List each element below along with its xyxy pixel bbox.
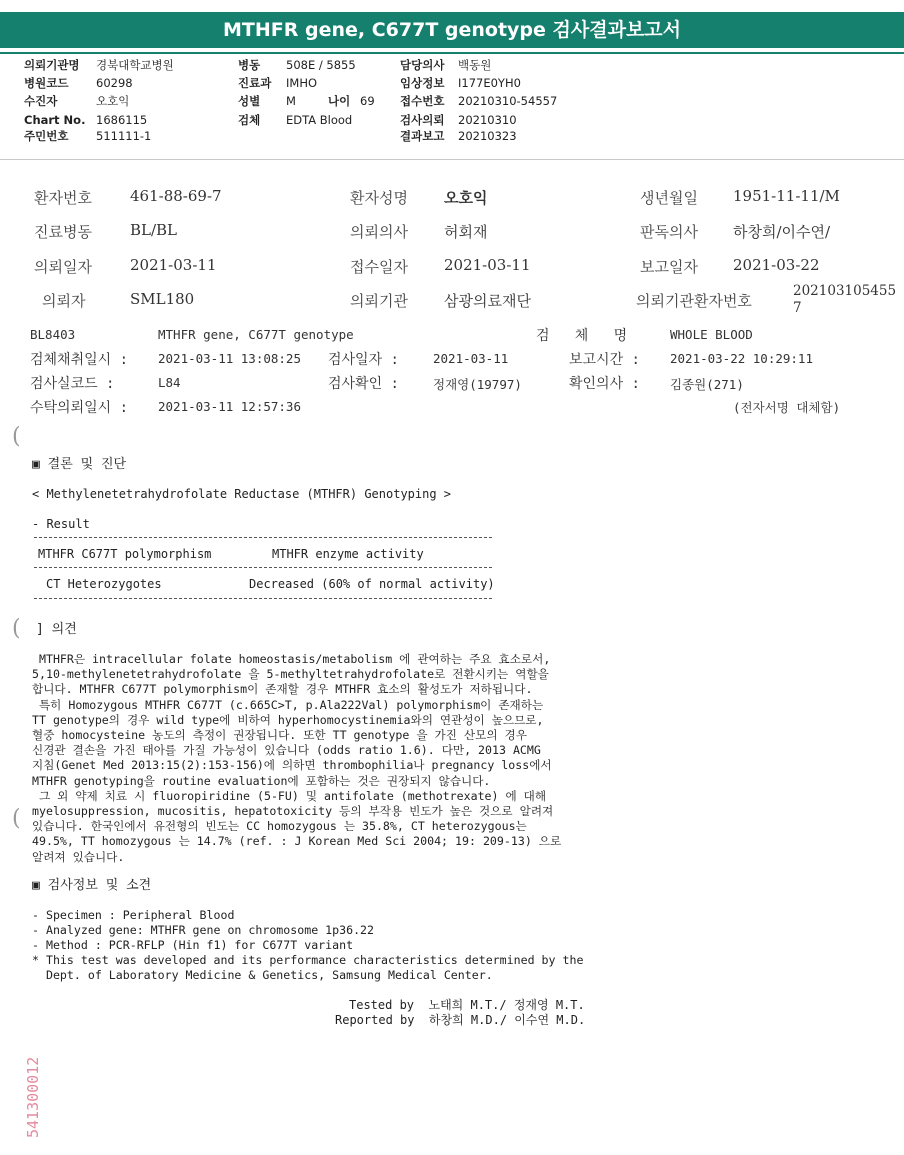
patient-value: 2021-03-22 [733, 256, 820, 274]
opinion-line: MTHFR genotyping을 routine evaluation에 포함하는 것은 권장되지 않습니다. [32, 773, 491, 788]
header-info-col1 [24, 58, 174, 144]
opinion-line: 지침(Genet Med 2013:15(2):153-156)에 의하면 thrombophilia나 pregnancy loss에서 [32, 758, 552, 773]
patient-label: 의뢰기관환자번호 [636, 292, 752, 310]
result-val-a: CT Heterozygotes [46, 577, 162, 591]
patient-label: 의뢰일자 [34, 258, 92, 276]
info-label: 접수번호 [400, 94, 445, 108]
opinion-line: 합니다. MTHFR C677T polymorphism이 존재할 경우 MTHFR 효소의 활성도가 저하됩니다. [32, 682, 533, 697]
conclusion-subtitle: < Methylenetetrahydrofolate Reductase (MTHFR) Genotyping > [32, 487, 452, 501]
testdate-value: 2021-03-11 [433, 351, 509, 366]
info-value: 1686115 [96, 113, 148, 127]
patient-value: 삼광의료재단 [444, 292, 531, 310]
referral-patient-number: 202103105455 7 [793, 283, 897, 316]
opinion-line: 알려져 있습니다. [32, 849, 125, 864]
info-value: 20210323 [458, 129, 517, 143]
patient-label: 접수일자 [350, 258, 408, 276]
confirm-value: 정재영(19797) [433, 377, 522, 392]
testinfo-line: * This test was developed and its performance characteristics determined by the [32, 953, 584, 967]
received-label: 수탁의뢰일시 : [30, 400, 129, 416]
report-time-value: 2021-03-22 10:29:11 [670, 351, 813, 366]
test-name: MTHFR gene, C677T genotype [158, 327, 354, 342]
patient-value: 허회재 [444, 223, 488, 241]
document-id-vertical [10, 1020, 50, 1140]
table-rule [34, 598, 492, 599]
opinion-line: 그 외 약제 치료 시 fluoropiridine (5-FU) 및 antifolate (methotrexate) 에 대해 [32, 788, 547, 803]
verify-value: 김종원(271) [670, 377, 744, 392]
info-label: 담당의사 [400, 58, 445, 72]
result-col-a: MTHFR C677T polymorphism [38, 547, 212, 561]
received-value: 2021-03-11 12:57:36 [158, 399, 301, 414]
patient-value: SML180 [130, 290, 195, 308]
patient-label: 환자성명 [350, 189, 408, 207]
confirm-label: 검사확인 : [328, 376, 399, 392]
info-value: IMHO [286, 76, 318, 90]
testinfo-text [32, 908, 583, 983]
patient-value: 1951-11-11/M [733, 187, 840, 205]
patient-label: 생년월일 [640, 189, 698, 207]
report-time-label: 보고시간 : [569, 352, 640, 368]
patient-value: 2021-03-11 [130, 256, 217, 274]
age-label: 나이 [328, 94, 351, 108]
patient-value: 오호익 [444, 189, 488, 207]
opinion-text [32, 652, 561, 865]
opinion-line: MTHFR은 intracellular folate homeostasis/metabolism 에 관여하는 주요 효소로서, [32, 652, 551, 666]
info-label: 주민번호 [24, 129, 69, 143]
binder-mark: ( [12, 806, 21, 831]
info-value: M [286, 94, 296, 108]
patient-label: 환자번호 [34, 189, 92, 207]
room-value: L84 [158, 375, 181, 390]
test-code: BL8403 [30, 327, 76, 342]
result-val-b: Decreased (60% of normal activity) [249, 577, 495, 591]
opinion-line: 특히 Homozygous MTHFR C677T (c.665C>T, p.Ala222Val) polymorphism이 존재하는 [32, 697, 544, 712]
info-label: 성별 [238, 94, 261, 108]
info-label: 병원코드 [24, 76, 69, 90]
patient-label: 의뢰자 [42, 292, 86, 310]
opinion-heading: ] 의견 [36, 622, 77, 637]
info-value: EDTA Blood [286, 113, 353, 127]
info-value: I177E0YH0 [458, 76, 521, 90]
binder-mark: ( [12, 424, 21, 449]
info-label: 검체 [238, 113, 261, 127]
info-label: 진료과 [238, 76, 272, 90]
info-value: 20210310-54557 [458, 94, 558, 108]
reported-by: Reported by 하창희 M.D./ 이수연 M.D. [335, 1013, 586, 1027]
room-label: 검사실코드 : [30, 376, 115, 392]
header-info-col2 [238, 58, 375, 128]
verify-label: 확인의사 : [569, 376, 640, 392]
opinion-line: 있습니다. 한국인에서 유전형의 빈도는 CC homozygous 는 35.8%, CT heterozygous는 [32, 819, 527, 834]
info-label: 임상정보 [400, 76, 445, 90]
result-label: - Result [32, 517, 90, 531]
patient-label: 보고일자 [640, 258, 698, 276]
info-value: 오호익 [96, 94, 130, 108]
section-divider [0, 159, 904, 160]
info-value: 20210310 [458, 113, 517, 127]
patient-value: BL/BL [130, 221, 178, 239]
report-title: MTHFR gene, C677T genotype 검사결과보고서 [0, 12, 904, 48]
result-col-b: MTHFR enzyme activity [272, 547, 424, 561]
info-value: 511111-1 [96, 129, 152, 143]
table-rule [34, 537, 492, 538]
binder-mark: ( [12, 616, 21, 641]
info-value: 경북대학교병원 [96, 58, 174, 72]
patient-label: 판독의사 [640, 223, 698, 241]
opinion-line: TT genotype의 경우 wild type에 비하여 hyperhomocystinemia와의 연관성이 높으므로, [32, 712, 544, 727]
testinfo-heading: ▣ 검사정보 및 소견 [32, 878, 152, 893]
testinfo-line: - Analyzed gene: MTHFR gene on chromosome 1p36.22 [32, 923, 375, 937]
info-value: 508E / 5855 [286, 58, 356, 72]
info-value: 백동원 [458, 58, 492, 72]
specimen-label: 검 체 명 [536, 328, 628, 344]
testdate-label: 검사일자 : [328, 352, 399, 368]
patient-label: 진료병동 [34, 223, 92, 241]
testinfo-line: Dept. of Laboratory Medicine & Genetics, Samsung Medical Center. [32, 968, 493, 982]
patient-label: 의뢰기관 [350, 292, 408, 310]
patient-value: 461-88-69-7 [130, 187, 222, 205]
patient-label: 의뢰의사 [350, 223, 408, 241]
opinion-line: 5,10-methylenetetrahydrofolate 을 5-methyltetrahydrofolate로 전환시키는 역할을 [32, 667, 549, 682]
info-value: 60298 [96, 76, 133, 90]
testinfo-line: - Method : PCR-RFLP (Hin f1) for C677T variant [32, 938, 354, 952]
header-info-col3 [400, 58, 557, 144]
opinion-line: 신경관 결손을 가진 태아를 가질 가능성이 있습니다 (odds ratio 1.6). 다만, 2013 ACMG [32, 743, 541, 758]
table-rule [34, 567, 492, 568]
testinfo-line: - Specimen : Peripheral Blood [32, 908, 235, 922]
info-label: 결과보고 [400, 129, 445, 143]
info-label: Chart No. [24, 113, 86, 127]
esign-note: (전자서명 대체함) [733, 400, 841, 415]
age-value: 69 [360, 94, 375, 108]
info-label: 수진자 [24, 94, 58, 108]
collect-value: 2021-03-11 13:08:25 [158, 351, 301, 366]
tested-by: Tested by 노태희 M.T./ 정재영 M.T. [349, 998, 585, 1012]
opinion-line: 혈중 homocysteine 농도의 측정이 권장됩니다. 또한 TT genotype 을 가진 산모의 경우 [32, 728, 527, 743]
info-label: 검사의뢰 [400, 113, 445, 127]
conclusion-heading: ▣ 결론 및 진단 [32, 457, 127, 472]
info-label: 의뢰기관명 [24, 58, 80, 72]
info-label: 병동 [238, 58, 261, 72]
specimen-value: WHOLE BLOOD [670, 327, 753, 342]
patient-value: 2021-03-11 [444, 256, 531, 274]
collect-label: 검체채취일시 : [30, 352, 129, 368]
document-id: 541300012 [24, 1056, 42, 1138]
opinion-line: 49.5%, TT homozygous 는 14.7% (ref. : J Korean Med Sci 2004; 19: 209-13) 으로 [32, 834, 562, 849]
opinion-line: myelosuppression, mucositis, hepatotoxicity 등의 부작용 빈도가 높은 것으로 알려져 [32, 804, 554, 819]
patient-value: 하창희/이수연/ [733, 223, 831, 241]
header-divider [0, 52, 904, 54]
